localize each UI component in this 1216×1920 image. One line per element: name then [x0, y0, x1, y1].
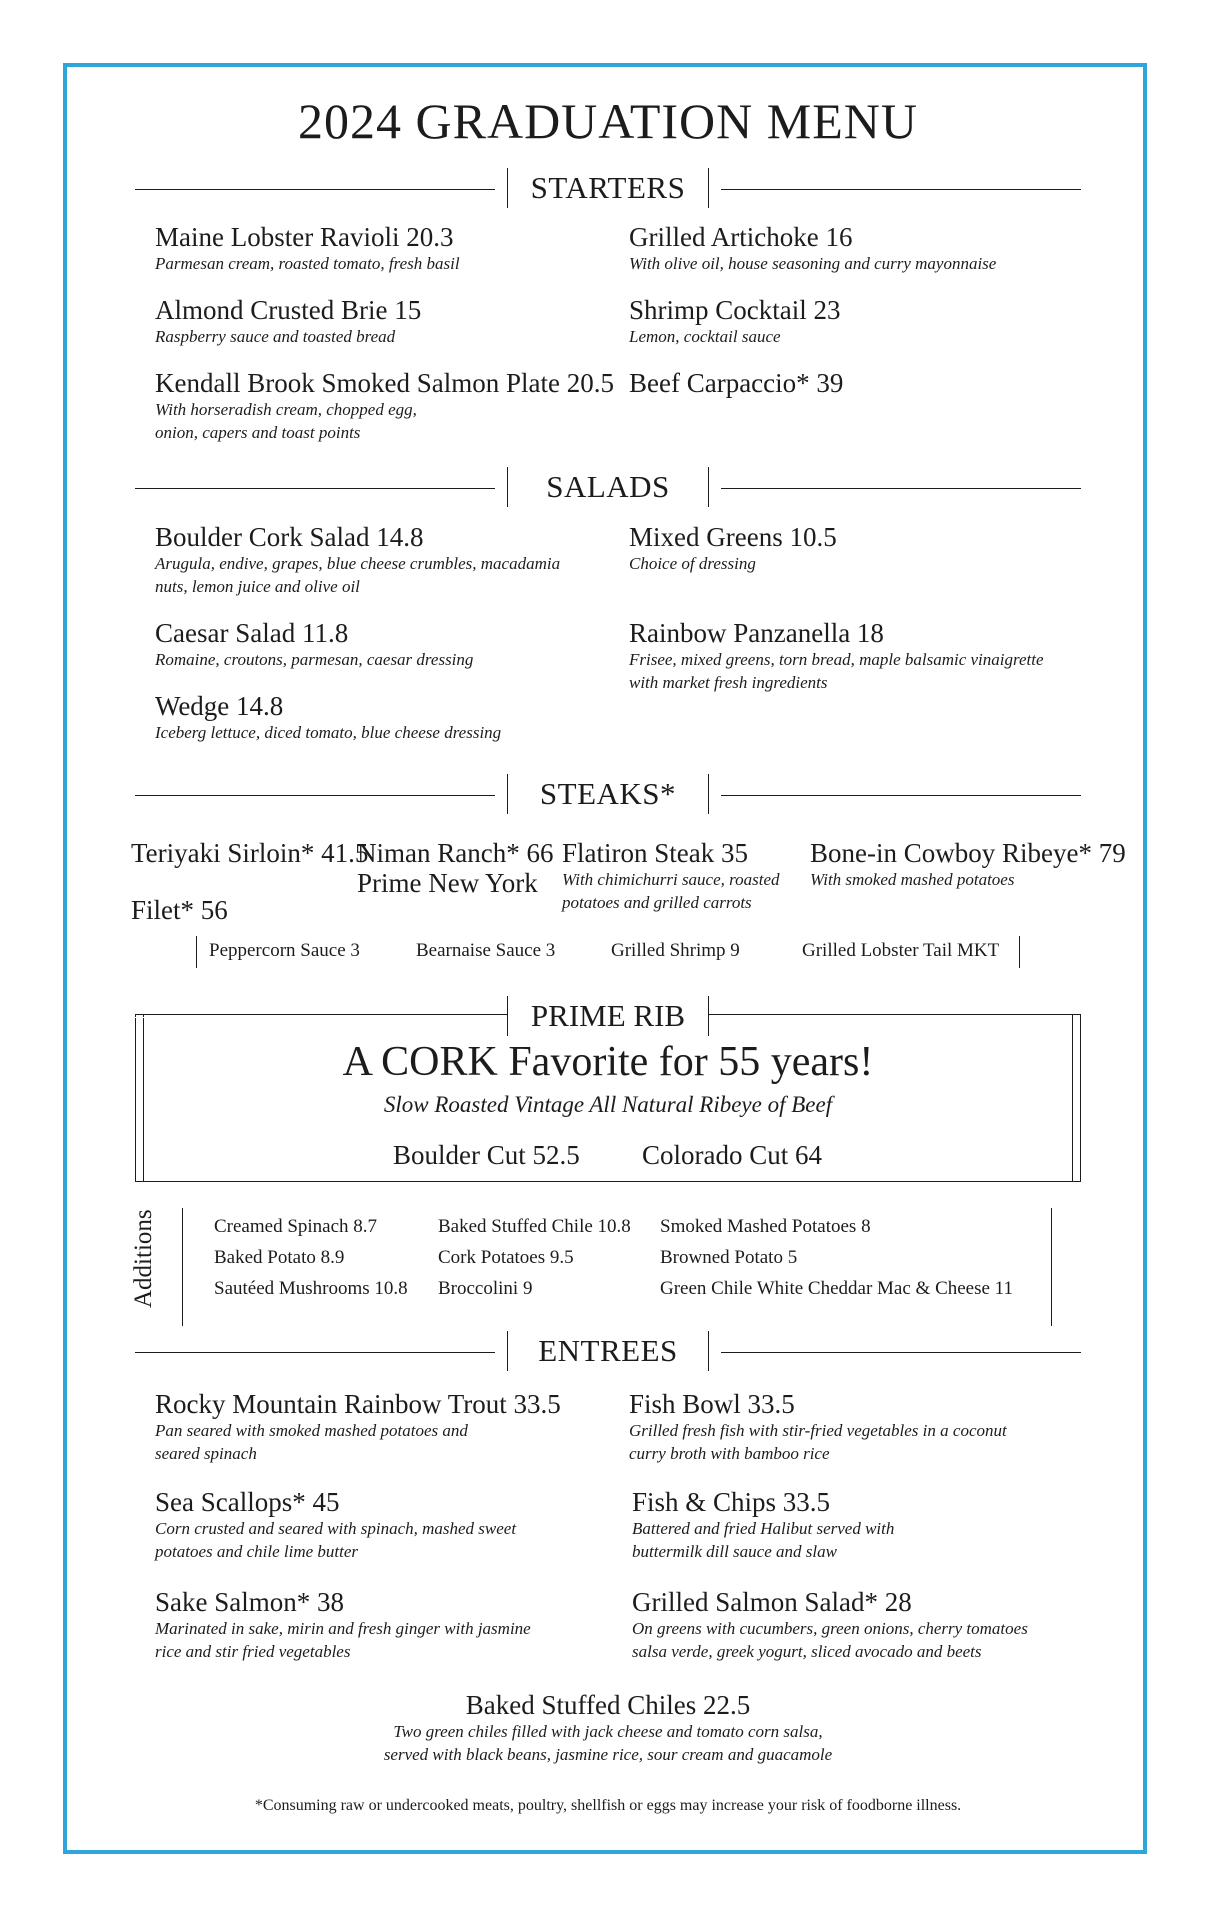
sauce-item: Grilled Shrimp 9	[611, 940, 740, 961]
menu-item: Mixed Greens 10.5 Choice of dressing	[629, 522, 837, 573]
menu-item: Sea Scallops* 45 Corn crusted and seared with spinach, mashed sweet potatoes and chile lime butter	[155, 1487, 517, 1561]
starters-title: STARTERS	[530, 170, 686, 205]
menu-item: Caesar Salad 11.8 Romaine, croutons, parmesan, caesar dressing	[155, 618, 474, 669]
prime-rib-headline: A CORK Favorite for 55 years!	[342, 1039, 874, 1085]
menu-item: Rainbow Panzanella 18 Frisee, mixed greens, torn bread, maple balsamic vinaigrette with market fresh ingredients	[629, 618, 1044, 692]
addition-item: Sautéed Mushrooms 10.8	[214, 1278, 408, 1299]
colorado-cut: Colorado Cut 64	[642, 1140, 822, 1170]
addition-item: Smoked Mashed Potatoes 8	[660, 1216, 871, 1237]
menu-item: Niman Ranch* 66 Prime New York	[357, 838, 554, 898]
menu-item: Sake Salmon* 38 Marinated in sake, mirin and fresh ginger with jasmine rice and stir fried vegetables	[155, 1587, 531, 1661]
addition-item: Cork Potatoes 9.5	[438, 1247, 574, 1268]
menu-item: Fish Bowl 33.5 Grilled fresh fish with stir-fried vegetables in a coconut curry broth with bamboo rice	[629, 1389, 1007, 1463]
menu-item: Baked Stuffed Chiles 22.5 Two green chiles filled with jack cheese and tomato corn salsa, served with black beans, jasmine rice, sour cream and guacamole	[383, 1690, 833, 1764]
steaks-header	[135, 774, 1081, 818]
menu-item: Grilled Salmon Salad* 28 On greens with cucumbers, green onions, cherry tomatoes salsa verde, greek yogurt, sliced avocado and beets	[632, 1587, 1028, 1661]
salads-title: SALADS	[546, 469, 670, 504]
menu-title: 2024 GRADUATION MENU	[298, 93, 918, 149]
menu-item: Kendall Brook Smoked Salmon Plate 20.5 With horseradish cream, chopped egg, onion, capers and toast points	[155, 368, 614, 442]
sauce-item: Peppercorn Sauce 3	[209, 940, 360, 961]
menu-item: Boulder Cork Salad 14.8 Arugula, endive, grapes, blue cheese crumbles, macadamia nuts, lemon juice and olive oil	[155, 522, 561, 596]
food-safety-footnote: *Consuming raw or undercooked meats, poultry, shellfish or eggs may increase your risk of foodborne illness.	[254, 1797, 962, 1814]
addition-item: Browned Potato 5	[660, 1247, 798, 1268]
additions-label: Additions	[130, 1209, 157, 1308]
menu-item: Bone-in Cowboy Ribeye* 79 With smoked mashed potatoes	[810, 838, 1126, 889]
menu-item: Teriyaki Sirloin* 41.5	[131, 838, 369, 868]
addition-item: Broccolini 9	[438, 1278, 533, 1299]
menu-item: Wedge 14.8 Iceberg lettuce, diced tomato, blue cheese dressing	[155, 691, 502, 742]
steaks-title: STEAKS*	[539, 776, 677, 811]
salads-header	[135, 467, 1081, 511]
menu-item: Fish & Chips 33.5 Battered and fried Halibut served with buttermilk dill sauce and slaw	[632, 1487, 895, 1561]
prime-rib-header	[135, 996, 1081, 1040]
starters-header	[135, 168, 1081, 212]
menu-item: Almond Crusted Brie 15 Raspberry sauce and toasted bread	[155, 295, 422, 346]
menu-item: Grilled Artichoke 16 With olive oil, house seasoning and curry mayonnaise	[629, 222, 997, 273]
addition-item: Baked Stuffed Chile 10.8	[438, 1216, 631, 1237]
steak-sauces	[196, 936, 1020, 968]
menu-item: Filet* 56	[131, 895, 228, 925]
menu-item: Beef Carpaccio* 39	[629, 368, 844, 398]
menu-item: Maine Lobster Ravioli 20.3 Parmesan cream, roasted tomato, fresh basil	[155, 222, 460, 273]
addition-item: Baked Potato 8.9	[214, 1247, 345, 1268]
boulder-cut: Boulder Cut 52.5	[393, 1140, 580, 1170]
menu-item: Shrimp Cocktail 23 Lemon, cocktail sauce	[629, 295, 841, 346]
entrees-title: ENTREES	[538, 1333, 678, 1368]
sauce-item: Bearnaise Sauce 3	[416, 940, 556, 961]
menu-item: Flatiron Steak 35 With chimichurri sauce, roasted potatoes and grilled carrots	[562, 838, 780, 912]
sauce-item: Grilled Lobster Tail MKT	[802, 940, 1000, 961]
addition-item: Creamed Spinach 8.7	[214, 1216, 378, 1237]
addition-item: Green Chile White Cheddar Mac & Cheese 11	[660, 1278, 1013, 1299]
menu-item: Rocky Mountain Rainbow Trout 33.5 Pan seared with smoked mashed potatoes and seared spinach	[155, 1389, 561, 1463]
entrees-header	[135, 1331, 1081, 1375]
prime-rib-title: PRIME RIB	[508, 998, 708, 1034]
prime-rib-subtitle: Slow Roasted Vintage All Natural Ribeye of Beef	[383, 1092, 833, 1117]
